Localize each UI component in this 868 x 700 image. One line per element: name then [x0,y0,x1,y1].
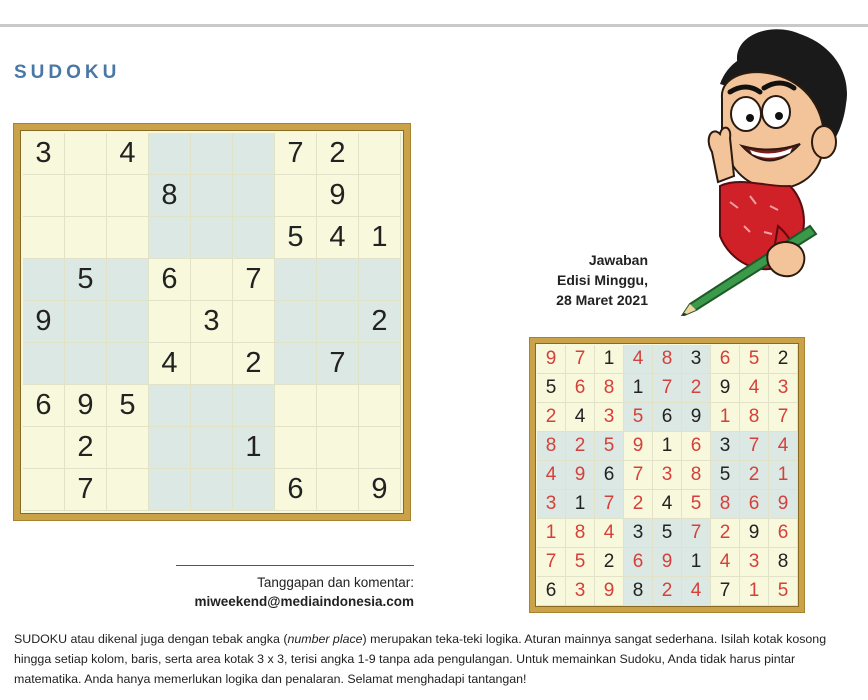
puzzle-cell [191,259,233,301]
puzzle-cell: 2 [233,343,275,385]
puzzle-cell [65,343,107,385]
answer-cell: 6 [682,432,711,461]
answer-caption-line: 28 Maret 2021 [556,292,648,308]
puzzle-cell [107,259,149,301]
puzzle-cell: 2 [317,133,359,175]
puzzle-cell [23,427,65,469]
answer-caption-line: Edisi Minggu, [557,272,648,288]
intro-paragraph [14,629,864,689]
puzzle-cell [107,217,149,259]
answer-cell: 1 [624,374,653,403]
puzzle-cell [191,217,233,259]
puzzle-cell [191,343,233,385]
puzzle-cell: 3 [23,133,65,175]
answer-cell: 5 [566,548,595,577]
puzzle-cell [107,427,149,469]
answer-cell: 3 [653,461,682,490]
answer-cell: 2 [682,374,711,403]
answer-cell: 6 [711,345,740,374]
answer-cell: 4 [624,345,653,374]
puzzle-cell [23,217,65,259]
answer-cell: 8 [537,432,566,461]
puzzle-cell [23,343,65,385]
puzzle-cell [275,427,317,469]
answer-cell: 9 [653,548,682,577]
answer-cell: 9 [711,374,740,403]
answer-cell: 2 [595,548,624,577]
answer-cell: 7 [595,490,624,519]
puzzle-cell [317,301,359,343]
answer-cell: 5 [595,432,624,461]
answer-cell: 3 [595,403,624,432]
answer-cell: 4 [653,490,682,519]
puzzle-cell [317,385,359,427]
puzzle-cell [359,175,401,217]
feedback-divider [176,565,414,566]
feedback-email: miweekend@mediaindonesia.com [194,594,414,609]
answer-cell: 5 [624,403,653,432]
answer-cell: 6 [740,490,769,519]
puzzle-cell [149,133,191,175]
answer-cell: 8 [711,490,740,519]
puzzle-cell: 2 [65,427,107,469]
puzzle-cell [191,427,233,469]
puzzle-cell: 6 [275,469,317,511]
puzzle-cell [65,133,107,175]
puzzle-cell [65,301,107,343]
sudoku-answer-board [530,338,804,612]
puzzle-cell: 4 [317,217,359,259]
answer-cell: 9 [566,461,595,490]
answer-cell: 4 [769,432,798,461]
answer-cell: 1 [682,548,711,577]
puzzle-cell: 8 [149,175,191,217]
answer-cell: 7 [624,461,653,490]
answer-cell: 3 [711,432,740,461]
puzzle-cell [107,469,149,511]
answer-cell: 2 [624,490,653,519]
answer-cell: 1 [740,577,769,606]
puzzle-cell: 7 [317,343,359,385]
puzzle-cell [359,133,401,175]
answer-cell: 1 [566,490,595,519]
puzzle-cell [359,385,401,427]
puzzle-cell [275,259,317,301]
answer-cell: 6 [653,403,682,432]
answer-cell: 5 [740,345,769,374]
answer-cell: 2 [711,519,740,548]
puzzle-cell [233,469,275,511]
answer-cell: 5 [769,577,798,606]
answer-cell: 7 [769,403,798,432]
puzzle-cell [233,385,275,427]
puzzle-cell [149,427,191,469]
puzzle-cell [107,301,149,343]
puzzle-cell [191,175,233,217]
answer-cell: 3 [566,577,595,606]
sudoku-answer-grid [537,345,798,606]
puzzle-cell: 6 [149,259,191,301]
answer-cell: 9 [682,403,711,432]
puzzle-cell [275,343,317,385]
puzzle-cell: 4 [149,343,191,385]
puzzle-cell [233,133,275,175]
intro-text-end: ) merupakan teka-teki logika. Aturan mainnya sangat sederhana. Isilah kotak kosong hingga setiap kolom, baris, serta area kotak 3 x 3, terisi angka 1-9 tanpa ada pengulangan. Untuk memainkan Sudoku, Anda tidak harus pintar matematika. Anda hanya memerlukan logika dan penalaran. Selamat menghadapi tantangan! [14,632,827,686]
intro-text-italic: number place [287,632,363,646]
puzzle-cell [23,469,65,511]
sudoku-puzzle-grid [23,133,401,511]
puzzle-cell [191,385,233,427]
answer-caption [520,250,648,310]
answer-cell: 2 [653,577,682,606]
puzzle-cell [233,175,275,217]
answer-cell: 3 [740,548,769,577]
puzzle-cell [191,469,233,511]
answer-cell: 9 [537,345,566,374]
answer-cell: 1 [711,403,740,432]
puzzle-cell [65,217,107,259]
answer-cell: 8 [624,577,653,606]
puzzle-cell [23,175,65,217]
answer-cell: 4 [740,374,769,403]
puzzle-cell [149,469,191,511]
puzzle-cell [359,427,401,469]
answer-cell: 2 [566,432,595,461]
puzzle-cell [275,301,317,343]
answer-cell: 7 [682,519,711,548]
puzzle-cell [23,259,65,301]
answer-cell: 2 [740,461,769,490]
puzzle-cell [317,469,359,511]
answer-cell: 4 [566,403,595,432]
puzzle-cell: 9 [317,175,359,217]
answer-cell: 3 [624,519,653,548]
answer-cell: 8 [595,374,624,403]
answer-cell: 1 [595,345,624,374]
puzzle-cell [317,427,359,469]
puzzle-cell [191,133,233,175]
puzzle-cell: 9 [65,385,107,427]
puzzle-cell: 4 [107,133,149,175]
answer-cell: 7 [740,432,769,461]
page-title: SUDOKU [14,62,121,83]
answer-cell: 4 [537,461,566,490]
puzzle-cell [359,343,401,385]
answer-cell: 5 [711,461,740,490]
puzzle-cell: 5 [107,385,149,427]
puzzle-cell [233,301,275,343]
answer-cell: 6 [566,374,595,403]
sudoku-puzzle-board [14,124,410,520]
answer-cell: 2 [769,345,798,374]
puzzle-cell: 7 [65,469,107,511]
answer-cell: 6 [624,548,653,577]
puzzle-cell: 3 [191,301,233,343]
puzzle-cell: 9 [359,469,401,511]
puzzle-cell [233,217,275,259]
answer-cell: 2 [537,403,566,432]
puzzle-cell [149,301,191,343]
answer-cell: 3 [537,490,566,519]
puzzle-cell: 5 [65,259,107,301]
answer-cell: 4 [595,519,624,548]
puzzle-cell [107,175,149,217]
answer-cell: 4 [711,548,740,577]
puzzle-cell: 1 [233,427,275,469]
answer-cell: 4 [682,577,711,606]
answer-cell: 9 [595,577,624,606]
answer-cell: 6 [595,461,624,490]
puzzle-cell [149,385,191,427]
feedback-label: Tanggapan dan komentar: [257,575,414,590]
answer-cell: 1 [653,432,682,461]
puzzle-cell [359,259,401,301]
answer-cell: 8 [740,403,769,432]
puzzle-cell: 7 [233,259,275,301]
puzzle-cell [317,259,359,301]
puzzle-cell: 1 [359,217,401,259]
answer-cell: 3 [769,374,798,403]
puzzle-cell: 2 [359,301,401,343]
cartoon-mascot-illustration [660,26,860,316]
answer-cell: 7 [566,345,595,374]
answer-cell: 3 [682,345,711,374]
puzzle-cell [107,343,149,385]
answer-cell: 9 [624,432,653,461]
answer-cell: 6 [537,577,566,606]
answer-cell: 8 [769,548,798,577]
answer-cell: 9 [740,519,769,548]
puzzle-cell: 7 [275,133,317,175]
answer-cell: 8 [566,519,595,548]
answer-cell: 6 [769,519,798,548]
answer-cell: 7 [711,577,740,606]
puzzle-cell: 9 [23,301,65,343]
answer-cell: 8 [682,461,711,490]
answer-cell: 5 [682,490,711,519]
puzzle-cell [275,385,317,427]
puzzle-cell [149,217,191,259]
answer-cell: 1 [537,519,566,548]
answer-cell: 7 [537,548,566,577]
puzzle-cell: 5 [275,217,317,259]
answer-cell: 7 [653,374,682,403]
answer-cell: 9 [769,490,798,519]
answer-cell: 5 [537,374,566,403]
answer-cell: 1 [769,461,798,490]
puzzle-cell [275,175,317,217]
intro-text-start: SUDOKU atau dikenal juga dengan tebak angka ( [14,632,288,646]
answer-cell: 8 [653,345,682,374]
answer-caption-line: Jawaban [588,252,648,268]
puzzle-cell: 6 [23,385,65,427]
feedback-box [150,573,414,611]
answer-cell: 5 [653,519,682,548]
puzzle-cell [65,175,107,217]
